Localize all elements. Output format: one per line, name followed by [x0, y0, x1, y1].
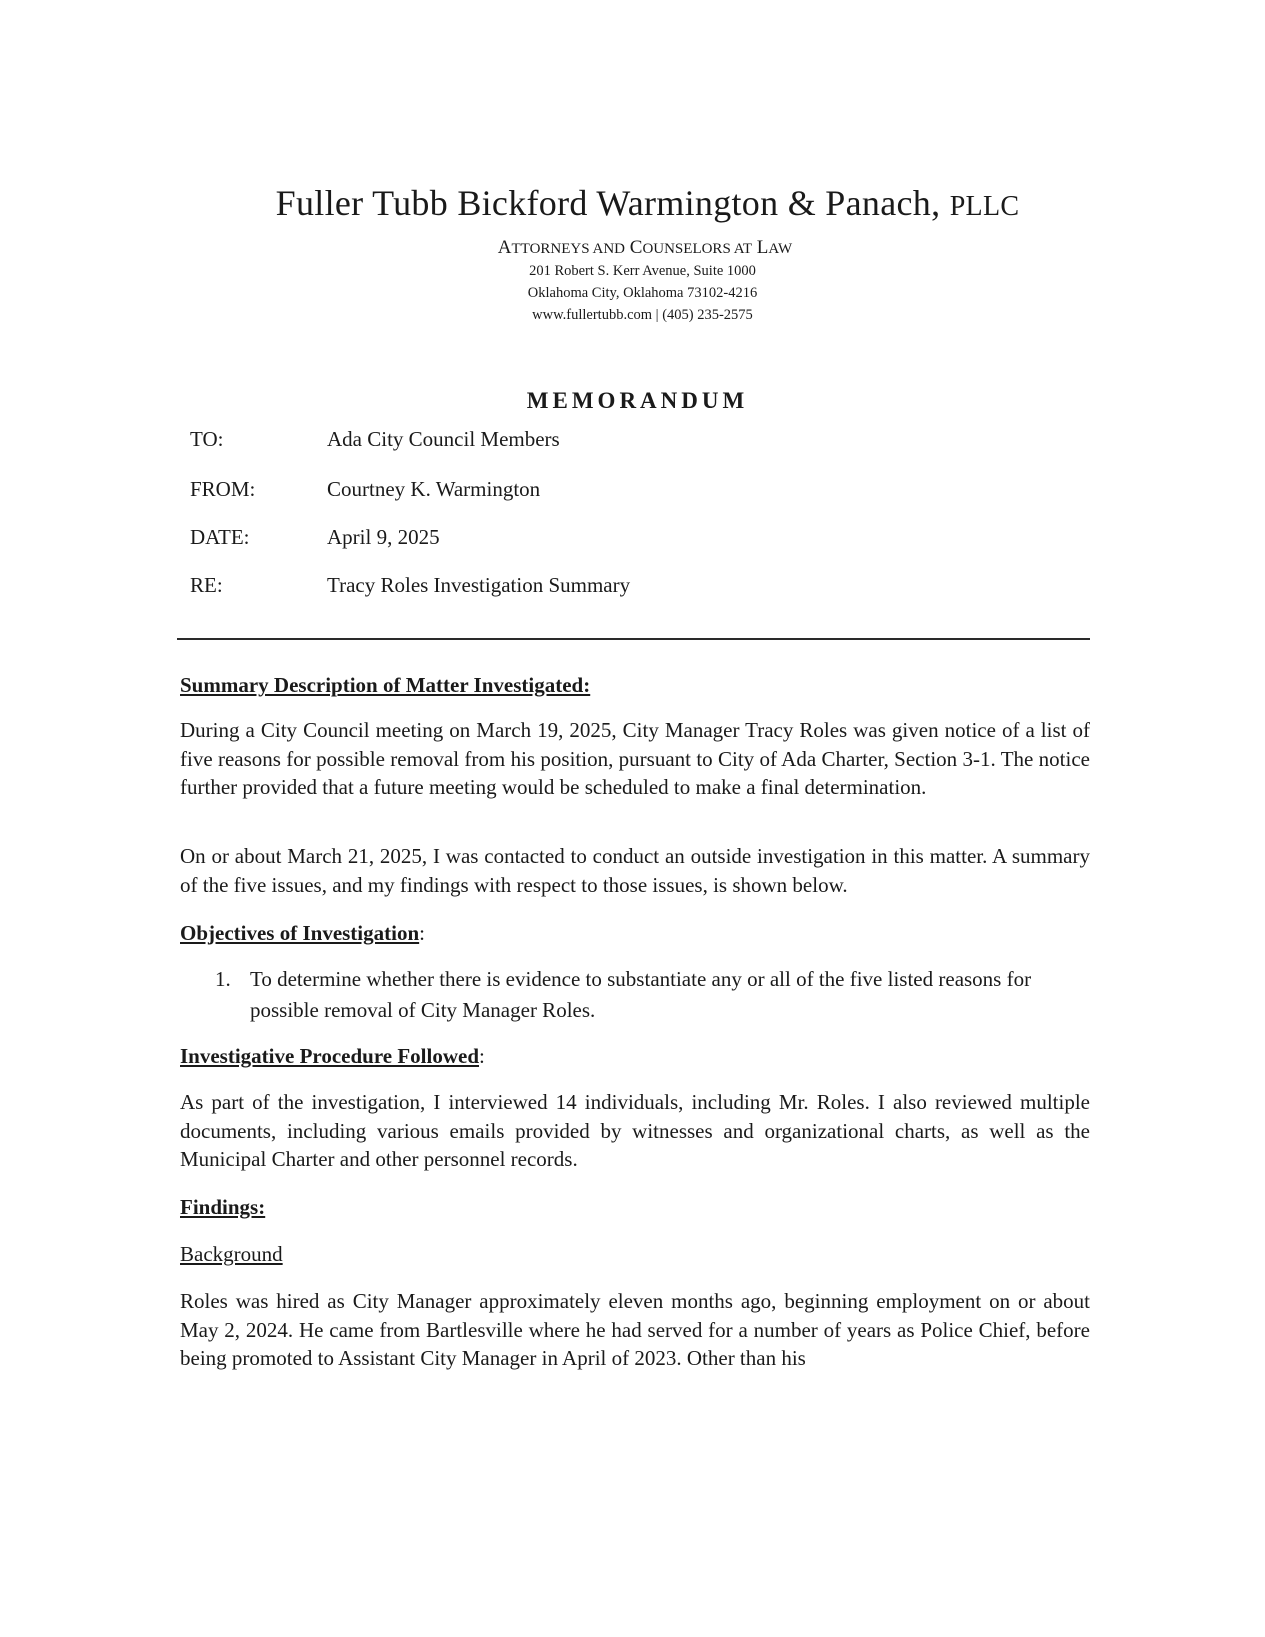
date-value: April 9, 2025 [327, 525, 440, 549]
letterhead [0, 183, 1265, 325]
summary-paragraph-2: On or about March 21, 2025, I was contacted to conduct an outside investigation in this matter. A summary of the five issues, and my findings with respect to those issues, is shown below. [180, 844, 1090, 897]
procedure-heading-text: Investigative Procedure Followed [180, 1044, 480, 1068]
firm-name-suffix: PLLC [949, 191, 1020, 222]
tagline-small-c: OUNSELORS AT [642, 241, 753, 257]
background-paragraph-1: Roles was hired as City Manager approximately eleven months ago, beginning employment on or about May 2, 2024. He came from Bartlesville where he had served for a number of years as Police Chief, before being promoted to Assistant City Manager in April of 2023. Other than his [180, 1289, 1090, 1370]
procedure-heading [180, 1044, 485, 1069]
tagline-cap-a: A [497, 237, 512, 258]
tagline-cap-l: L [756, 237, 769, 258]
from-label: FROM: [190, 477, 256, 501]
summary-heading-text: Summary Description of Matter Investigated: [180, 673, 591, 697]
objectives-heading-text: Objectives of Investigation [180, 921, 420, 945]
firm-address-line-2: Oklahoma City, Oklahoma 73102-4216 [527, 285, 758, 301]
firm-name-text: Fuller Tubb Bickford Warmington & Panach, [275, 183, 941, 223]
objectives-heading [180, 921, 425, 946]
procedure-heading-colon: : [479, 1044, 485, 1068]
procedure-paragraph-1: As part of the investigation, I interviewed 14 individuals, including Mr. Roles. I also reviewed multiple documents, including various emails provided by witnesses and organizational charts, as well as the Municipal Charter and other personnel records. [180, 1090, 1090, 1171]
objective-item-1 [215, 964, 1090, 1026]
to-value: Ada City Council Members [327, 427, 560, 451]
background-heading: Background [180, 1242, 283, 1266]
objective-1-number: 1. [215, 967, 231, 991]
findings-heading [180, 1195, 265, 1220]
firm-address-line-1: 201 Robert S. Kerr Avenue, Suite 1000 [529, 263, 756, 279]
objective-1-text: To determine whether there is evidence to substantiate any or all of the five listed reasons for possible removal of City Manager Roles. [250, 967, 1032, 1022]
tagline-cap-c: C [629, 237, 643, 258]
tagline-small-a: TTORNEYS AND [511, 241, 625, 257]
summary-paragraph-1: During a City Council meeting on March 19, 2025, City Manager Tracy Roles was given notice of a list of five reasons for possible removal from his position, pursuant to City of Ada Charter, Section 3-1. The notice further provided that a future meeting would be scheduled to make a final determination. [180, 718, 1090, 799]
header-divider [177, 638, 1090, 640]
from-value: Courtney K. Warmington [327, 477, 541, 501]
firm-tagline [0, 237, 1265, 259]
summary-heading [180, 673, 590, 698]
tagline-small-l: AW [768, 241, 793, 257]
firm-contact-line: www.fullertubb.com | (405) 235-2575 [532, 307, 753, 323]
firm-name [0, 183, 1265, 227]
date-label: DATE: [190, 525, 250, 549]
re-value: Tracy Roles Investigation Summary [327, 573, 631, 597]
memo-title: MEMORANDUM [526, 388, 749, 413]
to-label: TO: [190, 427, 224, 451]
re-label: RE: [190, 573, 223, 597]
objectives-heading-colon: : [419, 921, 425, 945]
findings-heading-text: Findings: [180, 1195, 266, 1219]
